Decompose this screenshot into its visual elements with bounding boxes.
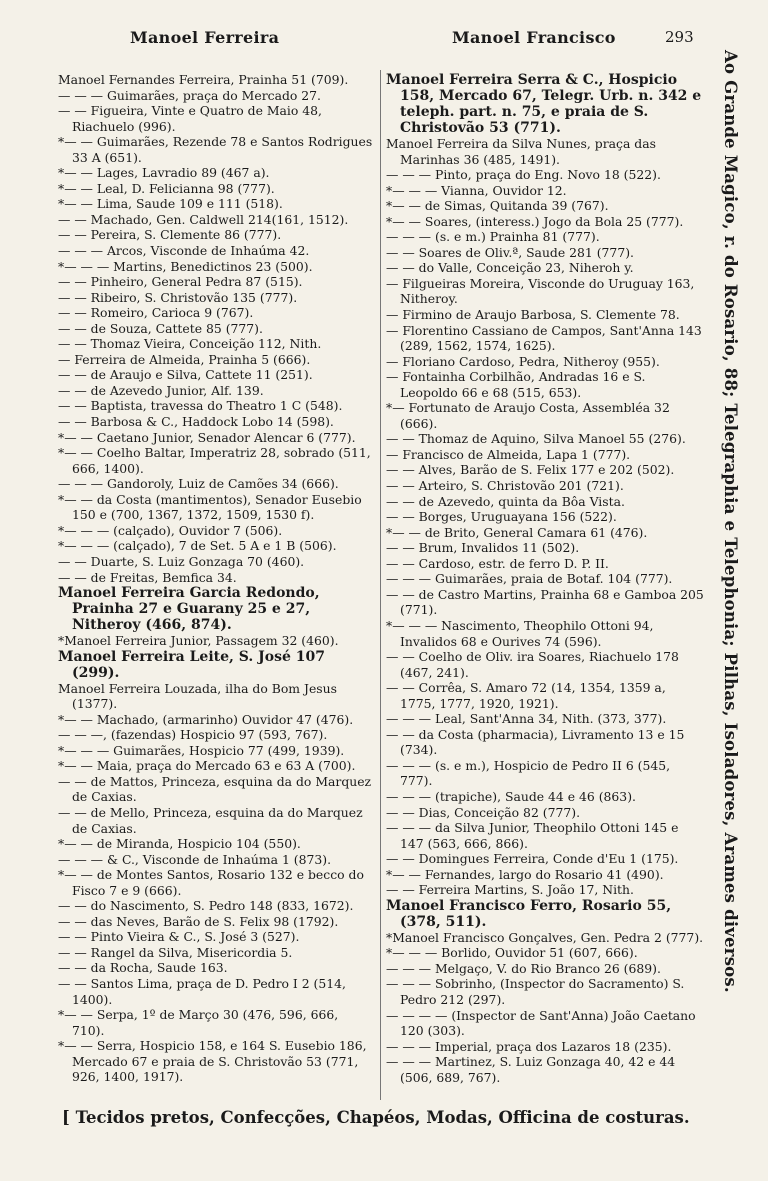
directory-entry: *— — — Vianna, Ouvidor 12. — [386, 182, 567, 198]
directory-entry: — Filgueiras Moreira, Visconde do Uruguay 163, Nitheroy. — [386, 275, 695, 307]
directory-entry: Manoel Ferreira Louzada, ilha do Bom Jesus (1377). — [58, 680, 337, 712]
directory-entry: — — Borges, Uruguayana 156 (522). — [386, 509, 617, 525]
directory-entry: — — Romeiro, Carioca 9 (767). — [58, 305, 254, 321]
directory-entry: *— — Machado, (armarinho) Ouvidor 47 (476). — [58, 711, 354, 727]
directory-entry: *— — Serpa, 1º de Março 30 (476, 596, 666, 710). — [58, 1007, 339, 1038]
directory-entry: — — Soares de Oliv.ª, Saude 281 (777). — [386, 244, 634, 260]
directory-entry: — — Barbosa & C., Haddock Lobo 14 (598). — [58, 414, 334, 430]
directory-entry: *— — de Brito, General Camara 61 (476). — [386, 524, 648, 540]
directory-entry: — — Thomaz de Aquino, Silva Manoel 55 (276). — [386, 431, 686, 447]
directory-entry: — — de Araujo e Silva, Cattete 11 (251). — [58, 367, 313, 383]
right-column — [386, 72, 704, 1085]
directory-entry: — — — (s. e m.) Prainha 81 (777). — [386, 229, 600, 245]
directory-entry: — — — — (Inspector de Sant'Anna) João Caetano 120 (303). — [386, 1007, 696, 1039]
directory-entry: — — Pinto Vieira & C., S. José 3 (527). — [58, 929, 300, 945]
directory-entry: — — de Castro Martins, Prainha 68 e Gamboa 205 (771). — [386, 586, 704, 618]
directory-entry: *Manoel Ferreira Junior, Passagem 32 (460). — [58, 633, 339, 649]
directory-entry: — — — Leal, Sant'Anna 34, Nith. (373, 377). — [386, 711, 667, 727]
directory-entry: — — — (trapiche), Saude 44 e 46 (863). — [386, 788, 636, 804]
directory-entry: — — da Rocha, Saude 163. — [58, 960, 228, 976]
directory-entry: *— — — Borlido, Ouvidor 51 (607, 666). — [386, 945, 638, 961]
directory-entry: — — de Souza, Cattete 85 (777). — [58, 320, 263, 336]
side-advert-text: Ao Grande Magico, r. do Rosario, 88; Telegraphia e Telephonia; Pilhas, Isoladores, Arames diversos. — [721, 50, 740, 993]
directory-entry: *— — Caetano Junior, Senador Alencar 6 (777). — [58, 429, 356, 445]
left-column — [58, 72, 374, 1085]
directory-heading-entry: Manoel Ferreira Leite, S. José 107 (299). — [58, 648, 325, 681]
directory-entry: — — das Neves, Barão de S. Felix 98 (1792). — [58, 913, 339, 929]
header-left-title: Manoel Ferreira — [130, 28, 280, 47]
directory-entry: *— — Fernandes, largo do Rosario 41 (490). — [386, 866, 664, 882]
directory-entry: *— — — (calçado), 7 de Set. 5 A e 1 B (506). — [58, 538, 337, 554]
page-number: 293 — [665, 28, 694, 46]
directory-entry: *— — Maia, praça do Mercado 63 e 63 A (700). — [58, 758, 356, 774]
directory-entry: *— — Coelho Baltar, Imperatriz 28, sobrado (511, 666, 1400). — [58, 445, 371, 476]
header-right-title: Manoel Francisco — [452, 28, 616, 47]
directory-entry: — — Machado, Gen. Caldwell 214(161, 1512). — [58, 211, 349, 227]
side-advert — [707, 40, 763, 1120]
directory-entry: — — — & C., Visconde de Inhaúma 1 (873). — [58, 851, 332, 867]
directory-entry: — — — Sobrinho, (Inspector do Sacramento) S. Pedro 212 (297). — [386, 976, 685, 1007]
directory-entry: *— — Serra, Hospicio 158, e 164 S. Eusebio 186, Mercado 67 e praia de S. Christovão 53 (771, 926, 1400, 1917). — [58, 1038, 367, 1085]
directory-entry: — Floriano Cardoso, Pedra, Nitheroy (955). — [386, 353, 660, 369]
footer-bracket: [ — [62, 1108, 70, 1127]
directory-heading-entry: Manoel Francisco Ferro, Rosario 55, (378, 511). — [386, 897, 672, 930]
directory-entry: *— — de Montes Santos, Rosario 132 e becco do Fisco 7 e 9 (666). — [58, 867, 364, 898]
directory-entry: — — Duarte, S. Luiz Gonzaga 70 (460). — [58, 553, 305, 569]
directory-entry: — — — Arcos, Visconde de Inhaúma 42. — [58, 243, 310, 259]
directory-entry: — — do Valle, Conceição 23, Niheroh y. — [386, 260, 634, 276]
directory-entry: — — Dias, Conceição 82 (777). — [386, 804, 581, 820]
directory-entry: *— — Soares, (interess.) Jogo da Bola 25 (777). — [386, 213, 684, 229]
directory-entry: — — de Azevedo Junior, Alf. 139. — [58, 382, 264, 398]
directory-entry: *— — Lages, Lavradio 89 (467 a). — [58, 165, 270, 181]
directory-entry: — — — Pinto, praça do Eng. Novo 18 (522). — [386, 167, 661, 183]
directory-entry: — — de Freitas, Bemfica 34. — [58, 569, 237, 585]
directory-entry: — Fontainha Corbilhão, Andradas 16 e S. Leopoldo 66 e 68 (515, 653). — [386, 369, 646, 400]
directory-entry: — — — Gandoroly, Luiz de Camões 34 (666). — [58, 476, 339, 492]
directory-entry: *— — — (calçado), Ouvidor 7 (506). — [58, 522, 283, 538]
directory-entry: — Francisco de Almeida, Lapa 1 (777). — [386, 446, 631, 462]
directory-entry: — — Santos Lima, praça de D. Pedro I 2 (514, 1400). — [58, 975, 346, 1007]
directory-entry: — — — Martinez, S. Luiz Gonzaga 40, 42 e 44 (506, 689, 767). — [386, 1054, 676, 1085]
directory-entry: — — Alves, Barão de S. Felix 177 e 202 (502). — [386, 462, 675, 478]
directory-entry: — — Pereira, S. Clemente 86 (777). — [58, 227, 282, 243]
directory-entry: — Florentino Cassiano de Campos, Sant'Anna 143 (289, 1562, 1574, 1625). — [386, 322, 702, 354]
directory-entry: — Ferreira de Almeida, Prainha 5 (666). — [58, 351, 311, 367]
directory-entry: — — — Imperial, praça dos Lazaros 18 (235). — [386, 1038, 672, 1054]
directory-entry: — — Coelho de Oliv. ira Soares, Riachuelo 178 (467, 241). — [386, 649, 679, 680]
directory-entry: — — Corrêa, S. Amaro 72 (14, 1354, 1359 a, 1775, 1777, 1920, 1921). — [386, 680, 666, 711]
directory-entry: — Firmino de Araujo Barbosa, S. Clemente 78. — [386, 307, 680, 323]
directory-entry: *— — Guimarães, Rezende 78 e Santos Rodrigues 33 A (651). — [58, 134, 373, 165]
directory-entry: *— — de Miranda, Hospicio 104 (550). — [58, 836, 301, 852]
directory-entry: — — Figueira, Vinte e Quatro de Maio 48, Riachuelo (996). — [58, 103, 322, 134]
directory-entry: — — — da Silva Junior, Theophilo Ottoni 145 e 147 (563, 666, 866). — [386, 820, 679, 851]
footer-advert — [62, 1108, 690, 1127]
directory-entry: — — Ribeiro, S. Christovão 135 (777). — [58, 289, 298, 305]
directory-entry: — — Cardoso, estr. de ferro D. P. II. — [386, 555, 609, 571]
directory-entry: *— — de Simas, Quitanda 39 (767). — [386, 198, 609, 214]
directory-entry: *— — Lima, Saude 109 e 111 (518). — [58, 196, 283, 212]
directory-entry: *— — — Guimarães, Hospicio 77 (499, 1939). — [58, 742, 345, 758]
footer-text: Tecidos pretos, Confecções, Chapéos, Modas, Officina de costuras. — [75, 1108, 690, 1127]
directory-entry: *— Fortunato de Araujo Costa, Assembléa 32 (666). — [386, 400, 670, 431]
column-divider — [380, 70, 381, 1100]
directory-entry: Manoel Fernandes Ferreira, Prainha 51 (709). — [58, 72, 349, 87]
directory-entry: — — Arteiro, S. Christovão 201 (721). — [386, 478, 624, 494]
directory-heading-entry: Manoel Ferreira Garcia Redondo, Prainha 27 e Guarany 25 e 27, Nitheroy (466, 874). — [58, 585, 320, 634]
directory-entry: — — —, (fazendas) Hospicio 97 (593, 767). — [58, 727, 328, 743]
directory-entry: — — — Guimarães, praia de Botaf. 104 (777). — [386, 571, 673, 587]
directory-entry: — — de Mello, Princeza, esquina da do Marquez de Caxias. — [58, 804, 363, 836]
directory-entry: — — de Mattos, Princeza, esquina da do Marquez de Caxias. — [58, 773, 372, 805]
directory-entry: — — Baptista, travessa do Theatro 1 C (548). — [58, 398, 343, 414]
directory-entry: — — da Costa (pharmacia), Livramento 13 e 15 (734). — [386, 726, 685, 758]
directory-entry: — — — Melgaço, V. do Rio Branco 26 (689). — [386, 960, 661, 976]
directory-entry: — — — Guimarães, praça do Mercado 27. — [58, 87, 321, 103]
directory-entry: — — Thomaz Vieira, Conceição 112, Nith. — [58, 336, 322, 352]
directory-entry: — — Domingues Ferreira, Conde d'Eu 1 (175). — [386, 851, 679, 867]
page-header — [0, 28, 768, 52]
directory-entry: *— — Leal, D. Felicianna 98 (777). — [58, 180, 275, 196]
directory-entry: — — — (s. e m.), Hospicio de Pedro II 6 (545, 777). — [386, 757, 671, 789]
directory-entry: — — Brum, Invalidos 11 (502). — [386, 540, 580, 556]
directory-entry: — — Rangel da Silva, Misericordia 5. — [58, 944, 293, 960]
directory-entry: *— — — Martins, Benedictinos 23 (500). — [58, 258, 313, 274]
directory-entry: — — de Azevedo, quinta da Bôa Vista. — [386, 493, 625, 509]
directory-entry: — — Pinheiro, General Pedra 87 (515). — [58, 274, 303, 290]
directory-entry: *— — da Costa (mantimentos), Senador Eusebio 150 e (700, 1367, 1372, 1509, 1530 f). — [58, 491, 362, 523]
directory-entry: *— — — Nascimento, Theophilo Ottoni 94, Invalidos 68 e Ourives 74 (596). — [386, 617, 654, 649]
directory-entry: — — do Nascimento, S. Pedro 148 (833, 1672). — [58, 898, 354, 914]
directory-entry: — — Ferreira Martins, S. João 17, Nith. — [386, 882, 634, 898]
directory-entry: *Manoel Francisco Gonçalves, Gen. Pedra 2 (777). — [386, 929, 704, 945]
directory-entry: Manoel Ferreira da Silva Nunes, praça das Marinhas 36 (485, 1491). — [386, 136, 656, 167]
directory-heading-entry: Manoel Ferreira Serra & C., Hospicio 158, Mercado 67, Telegr. Urb. n. 342 e teleph. part. n. 75, e praia de S. Christovão 53 (771). — [386, 72, 702, 136]
